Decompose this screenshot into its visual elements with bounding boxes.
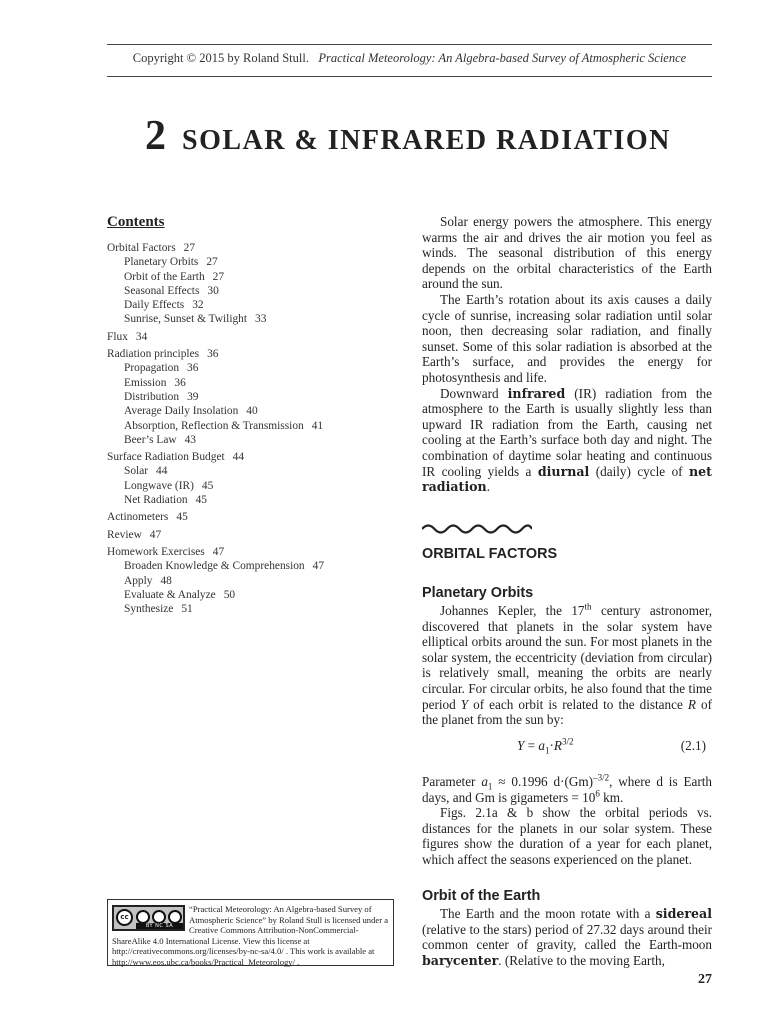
toc-entry-label: Sunrise, Sunset & Twilight (124, 313, 248, 326)
toc-entry (107, 493, 397, 507)
toc-entry-page: 44 (232, 451, 245, 464)
toc-entry-label: Synthesize (124, 603, 174, 616)
toc-entry-label: Actinometers (107, 511, 169, 524)
term-diurnal: diurnal (537, 463, 590, 479)
toc-entry (107, 545, 397, 559)
toc-entry (107, 574, 397, 588)
toc-entry-page: 36 (207, 348, 219, 361)
toc-entry-label: Daily Effects (124, 299, 185, 312)
toc-entry-page: 27 (206, 256, 218, 269)
toc-entry-page: 48 (160, 574, 172, 587)
body-paragraph: The Earth and the moon rotate with a sidereal (relative to the stars) period of 27.32 days around their common center of gravity, called the Earth-moon barycenter. (Relative to the moving Earth, (422, 906, 712, 968)
term-sidereal: sidereal (655, 906, 712, 921)
toc-entry-label: Average Daily Insolation (124, 405, 239, 418)
toc-entry-page: 50 (223, 588, 236, 601)
copyright-text: Copyright © 2015 by Roland Stull. (132, 51, 309, 65)
toc-entry (107, 602, 397, 616)
toc-entry-page: 33 (255, 313, 267, 326)
page-number: 27 (698, 972, 712, 987)
body-paragraph: Figs. 2.1a & b show the orbital periods vs. distances for the planets in our solar system. These figures show the duration of a year for each planet, which affect the seasons experienced on the planet. (422, 805, 712, 867)
contents-heading: Contents (107, 214, 165, 230)
toc-entry-page: 43 (184, 433, 196, 446)
toc-entry-page: 34 (135, 330, 148, 343)
toc-entry (107, 433, 397, 447)
toc-entry-label: Planetary Orbits (124, 256, 199, 269)
toc-entry-page: 40 (246, 405, 258, 418)
toc-entry-label: Radiation principles (107, 348, 200, 361)
term-net-radiation: net radiation (422, 463, 712, 495)
toc-entry-label: Broaden Knowledge & Comprehension (124, 560, 305, 573)
body-paragraph: Johannes Kepler, the 17th century astronomer, discovered that planets in the solar system have elliptical orbits around the sun. For most planets in the solar system, the eccentricity (deviation from circular) is relatively small, meaning the orbits are nearly circular. For circular orbits, he also found that the time period Y of each orbit is related to the distance R of the planet from the sun by: (422, 601, 713, 728)
toc-entry (107, 376, 397, 390)
toc-entry-page: 45 (201, 479, 214, 492)
toc-entry-page: 39 (187, 390, 199, 403)
toc-entry (107, 330, 397, 344)
toc-entry-label: Orbit of the Earth (124, 270, 205, 283)
toc-entry-page: 51 (181, 603, 193, 616)
subsection-heading-planetary-orbits: Planetary Orbits (422, 585, 534, 601)
toc-list (107, 241, 397, 616)
license-box (107, 899, 394, 966)
toc-entry-page: 47 (312, 560, 325, 573)
toc-entry (107, 588, 397, 602)
toc-entry (107, 479, 397, 493)
toc-entry (107, 284, 397, 298)
toc-entry-page: 27 (212, 270, 225, 283)
toc-entry-page: 32 (192, 299, 204, 312)
toc-entry (107, 241, 397, 255)
toc-entry-label: Net Radiation (124, 494, 188, 507)
book-title: Practical Meteorology: An Algebra-based Survey of Atmospheric Science (318, 51, 687, 65)
toc-entry (107, 390, 397, 404)
toc-entry-label: Surface Radiation Budget (107, 451, 225, 464)
toc-entry (107, 255, 397, 269)
toc-entry (107, 419, 397, 433)
term-barycenter: barycenter (422, 952, 499, 968)
toc-entry-page: 30 (207, 284, 219, 297)
chapter-name: SOLAR & INFRARED RADIATION (182, 125, 671, 156)
body-paragraph: Parameter $a_1 \approx 0.1996$ $d\cdot(Gm)^{-3/2}$, where d is Earth days, and Gm is gigameters = $10^6$ km. (422, 772, 713, 805)
toc-entry-label: Solar (124, 465, 149, 478)
toc-entry-label: Distribution (124, 390, 180, 403)
toc-entry-label: Apply (124, 574, 153, 587)
toc-entry-page: 36 (174, 376, 186, 389)
toc-entry-label: Beer’s Law (124, 433, 177, 446)
toc-entry (107, 510, 397, 524)
toc-entry-label: Homework Exercises (107, 545, 205, 558)
equation-2-1 (422, 738, 712, 758)
creative-commons-badge-icon: cc BY NC SA (112, 905, 185, 931)
intro-paragraph: Downward infrared (IR) radiation from the atmosphere to the Earth is usually slightly less than upward IR radiation from the Earth, causing net cooling at the Earth’s surface both day and night. The combination of daytime solar heating and continuous IR cooling yields a diurnal (daily) cycle of net radiation. (422, 385, 712, 495)
planetary-orbits-text (422, 603, 712, 728)
intro-text (422, 214, 712, 495)
toc-entry-label: Propagation (124, 362, 180, 375)
toc-entry (107, 270, 397, 284)
license-text: “Practical Meteorology: An Algebra-based Survey of Atmospheric Science” by Roland Stull is licensed under a Creative Commons Attribution-NonCommercial-ShareAlike 4.0 International License. View this license at http://creativecommons.org/licenses/by-nc-sa/4.0/ . This work is available at http://www.eos.ubc.ca/books/Practical_Meteorology/ . (112, 904, 389, 967)
equation-number: (2.1) (680, 738, 706, 753)
toc-entry-label: Absorption, Reflection & Transmission (124, 419, 304, 432)
toc-entry-page: 45 (195, 494, 207, 507)
toc-entry-label: Longwave (IR) (124, 479, 194, 492)
toc-entry-label: Emission (124, 376, 167, 389)
header-rule-bottom (107, 76, 712, 77)
toc-entry-label: Review (107, 528, 142, 541)
toc-entry (107, 404, 397, 418)
toc-entry-page: 45 (176, 511, 188, 524)
toc-entry-label: Flux (107, 330, 128, 343)
intro-paragraph: Solar energy powers the atmosphere. This energy warms the air and drives the air motion you feel as winds. The seasonal distribution of this energy depends on the orbital characteristics of the Earth around the sun. (422, 214, 712, 292)
chapter-number: 2 (145, 113, 166, 159)
section-heading-orbital-factors: ORBITAL FACTORS (422, 546, 558, 562)
term-infrared: infrared (507, 385, 566, 401)
toc-entry-page: 27 (183, 242, 196, 254)
toc-entry (107, 361, 397, 375)
subsection-heading-orbit-of-earth: Orbit of the Earth (422, 888, 541, 904)
table-of-contents (107, 214, 397, 616)
intro-paragraph: The Earth’s rotation about its axis causes a daily cycle of sunrise, increasing solar radiation until solar noon, then decreasing solar radiation, and finally sunset. Some of this solar radiation is absorbed at the Earth’s surface, and provides the energy for photosynthesis and life. (422, 291, 712, 385)
toc-entry-page: 47 (149, 528, 162, 541)
toc-entry (107, 464, 397, 478)
toc-entry-label: Seasonal Effects (124, 284, 200, 297)
toc-entry (107, 312, 397, 326)
chapter-title (145, 112, 671, 160)
toc-entry-label: Orbital Factors (107, 242, 176, 254)
toc-entry-page: 36 (187, 362, 199, 375)
toc-entry (107, 450, 397, 464)
toc-entry (107, 528, 397, 542)
toc-entry-label: Evaluate & Analyze (124, 588, 216, 601)
toc-entry-page: 41 (311, 419, 324, 432)
toc-entry (107, 298, 397, 312)
parameter-text (422, 774, 712, 868)
orbit-of-earth-text (422, 906, 712, 968)
running-header (107, 51, 712, 66)
toc-entry-page: 47 (212, 545, 225, 558)
section-wave-divider (422, 521, 532, 537)
toc-entry (107, 347, 397, 361)
toc-entry (107, 559, 397, 573)
equation-body: $Y = a_1\cdot R^{3/2}$ (517, 736, 574, 756)
toc-entry-page: 44 (156, 465, 168, 478)
header-rule-top (107, 44, 712, 45)
